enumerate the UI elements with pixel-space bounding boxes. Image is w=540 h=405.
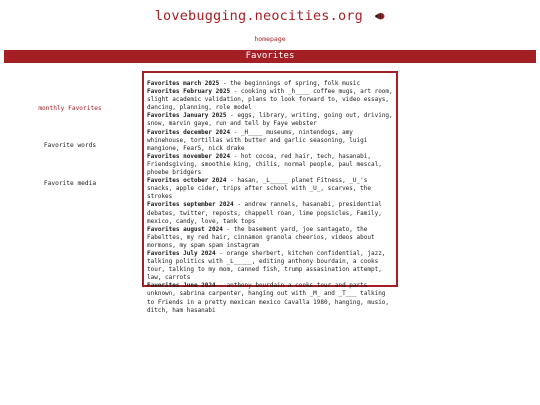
entry-text: - hasan, _L_____ planet Fitness, _U_'s snacks, apple cider, trips after school with _U_, scarves, the strokes [147,177,371,201]
list-item [147,282,393,314]
list-item [147,250,393,282]
entry-title: Favorites october 2024 [147,177,227,185]
sidebar-item-favorite-words[interactable]: Favorite words [43,142,97,149]
site-title [0,8,540,24]
list-item [147,177,393,201]
site-title-text: lovebugging.neocities.org [154,8,363,24]
entry-title: Favorites July 2024 [147,249,216,257]
entry-title: Favorites september 2024 [147,201,234,209]
entry-text: - orange sherbert, kitchen confidential, jazz, talking politics with _L_____, editing anthony bourdain, a cooks tour, talking to my mom, canned fish, trump assasination attempt, law, carrots [147,249,386,282]
entry-text: - anthony bourdain a cooks tour and parts unknown, sabrina carpenter, hanging out with _M_ and _T___ talking to Friends in a pretty mexican mexico Cavalla 1980, hanging, musio, ditch, ham hasanabi [147,282,390,314]
favorites-banner [4,50,536,63]
entry-text: - the basement yard, joe santagato, the Fabelttes, my red hair, cinnamon granola cheerios, videos about mormons, my spam spam instagram [147,225,375,249]
list-item [147,80,393,88]
ladybug-icon [375,8,385,24]
entry-title: Favorites January 2025 [147,112,227,120]
sidebar-item-favorite-media[interactable]: Favorite media [43,180,97,187]
entries-list [144,73,396,315]
entry-text: - _H____ museums, nintendogs, amy whinehouse, tortillas with butter and garlic seasoning, luigi mangione, Fear5, nick drake [147,128,368,152]
homepage-link[interactable]: homepage [254,35,286,43]
favorites-scroll-box[interactable] [142,71,398,314]
list-item [147,129,393,153]
banner-title: Favorites [245,51,295,61]
entry-title: Favorites november 2024 [147,152,231,160]
list-item [147,226,393,250]
entry-text: - hot cocoa, red hair, tech, hasanabi, Friendsgiving, smoothie king, chilis, normal people, paul mescal, phoebe bridgers [147,152,382,177]
entry-title: Favorites march 2025 [147,80,220,87]
entry-title: Favorites december 2024 [147,128,231,136]
list-item [147,88,393,112]
sidebar-item-monthly-favorites[interactable]: monthly Favorites [38,105,102,112]
entry-text: - cooking with _h____ coffee mugs, art room, slight academic validation, plans to look forward to, video essays, dancing, planning, role model [147,88,393,112]
list-item [147,153,393,177]
entry-text: - eggs, library, writing, going out, driving, snow, marvin gaye, run and tell by Faye webster [147,112,393,128]
entry-title: Favorites June 2024 [147,282,216,290]
list-item [147,201,393,225]
entry-text: - the beginnings of spring, folk music [219,80,361,87]
entry-text: - andrew rannels, hasanabi, presidential debates, twitter, reposts, chappell roan, lime popsicles, Family, mexico, candy, love, tank tops [147,201,382,225]
entry-title: Favorites august 2024 [147,225,223,233]
entry-title: Favorites February 2025 [147,88,231,96]
list-item [147,112,393,128]
